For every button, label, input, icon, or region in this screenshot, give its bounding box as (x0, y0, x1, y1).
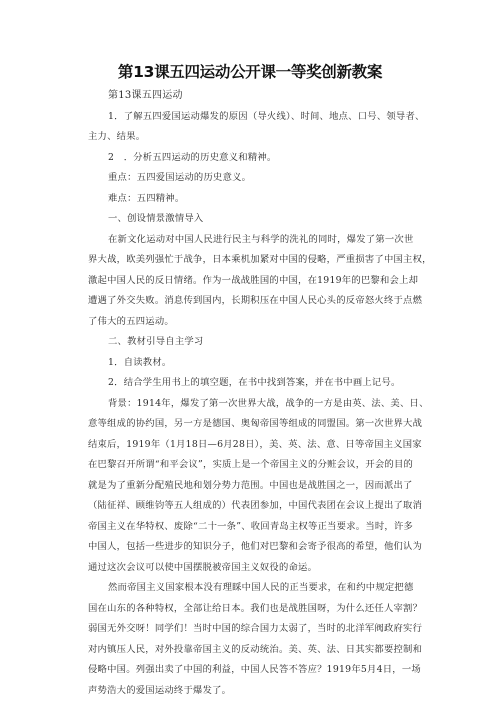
text-line: 激起中国人民的反日情绪。作为一战战胜国的中国，在1919年的巴黎和会上却 (88, 274, 419, 286)
text-line: 中国人，包括一些进步的知识分子，他们对巴黎和会寄予很高的希望，他们认为 (88, 541, 423, 552)
document-title: 第13课五四运动公开课一等奖创新教案 (117, 63, 383, 81)
text-line: 难点：五四精神。 (108, 192, 185, 204)
text-line: 就是为了重新分配殖民地和划分势力范围。中国也是战胜国之一，因而派出了 (88, 479, 413, 491)
document-body (88, 86, 432, 701)
text-line: 遭遇了外交失败。消息传到国内，长期积压在中国人民心头的反帝怒火终于点燃 (88, 295, 423, 306)
text-line: 通过这次会议可以使中国摆脱被帝国主义奴役的命运。 (88, 561, 318, 573)
text-line: 2 ．分析五四运动的历史意义和精神。 (108, 151, 277, 163)
text-line: 1．自读教材。 (108, 356, 172, 368)
text-line: （陆征祥、顾维钧等五人组成的）代表团参加，中国代表团在会议上提出了取消 (88, 500, 423, 511)
text-line: 2．结合学生用书上的填空题，在书中找到答案，并在书中画上记号。 (108, 377, 401, 388)
text-line: 1．了解五四爱国运动爆发的原因（导火线）、时间、地点、口号、领导者、 (108, 110, 425, 122)
text-line: 国在山东的各种特权，全部让给日本。我们也是战胜国呀，为什么还任人宰割？ (88, 602, 423, 614)
text-line: 在新文化运动对中国人民进行民主与科学的洗礼的同时，爆发了第一次世 (108, 233, 414, 245)
section-heading: 第13课五四运动 (108, 90, 183, 101)
text-line: 一、创设情景激情导入 (108, 213, 204, 224)
text-line: 背景：1914年，爆发了第一次世界大战，战争的一方是由英、法、美、日、 (108, 397, 429, 409)
text-line: 界大战，欧美列强忙于战争，日本乘机加紧对中国的侵略，严重损害了中国主权， (88, 254, 432, 265)
text-line: 意等组成的协约国，另一方是德国、奥匈帝国等组成的同盟国。第一次世界大战 (88, 418, 423, 429)
text-line: 然而帝国主义国家根本没有理睬中国人民的正当要求，在和约中规定把德 (108, 582, 414, 593)
text-line: 二、教材引导自主学习 (108, 336, 204, 347)
text-line: 重点：五四爱国运动的历史意义。 (108, 172, 252, 183)
text-line: 在巴黎召开所谓“和平会议”，实质上是一个帝国主义的分赃会议，开会的目的 (88, 459, 414, 470)
text-line: 结束后，1919年（1月18日—6月28日），美、英、法、意、日等帝国主义国家 (88, 438, 422, 450)
text-line: 帝国主义在华特权、废除“二十一条”、收回青岛主权等正当要求。当时，许多 (88, 520, 414, 532)
text-line: 弱国无外交呀！同学们！当时中国的综合国力太弱了，当时的北洋军阀政府实行 (88, 623, 423, 634)
text-line: 了伟大的五四运动。 (88, 315, 174, 327)
text-line: 对内镇压人民，对外投靠帝国主义的反动统治。美、英、法、日其实都要控制和 (88, 643, 423, 655)
text-line: 侵略中国。列强出卖了中国的利益，中国人民答不答应？1919年5月4日，一场 (88, 664, 421, 675)
text-line: 主力、结果。 (88, 131, 146, 142)
text-line: 声势浩大的爱国运动终于爆发了。 (88, 684, 232, 696)
